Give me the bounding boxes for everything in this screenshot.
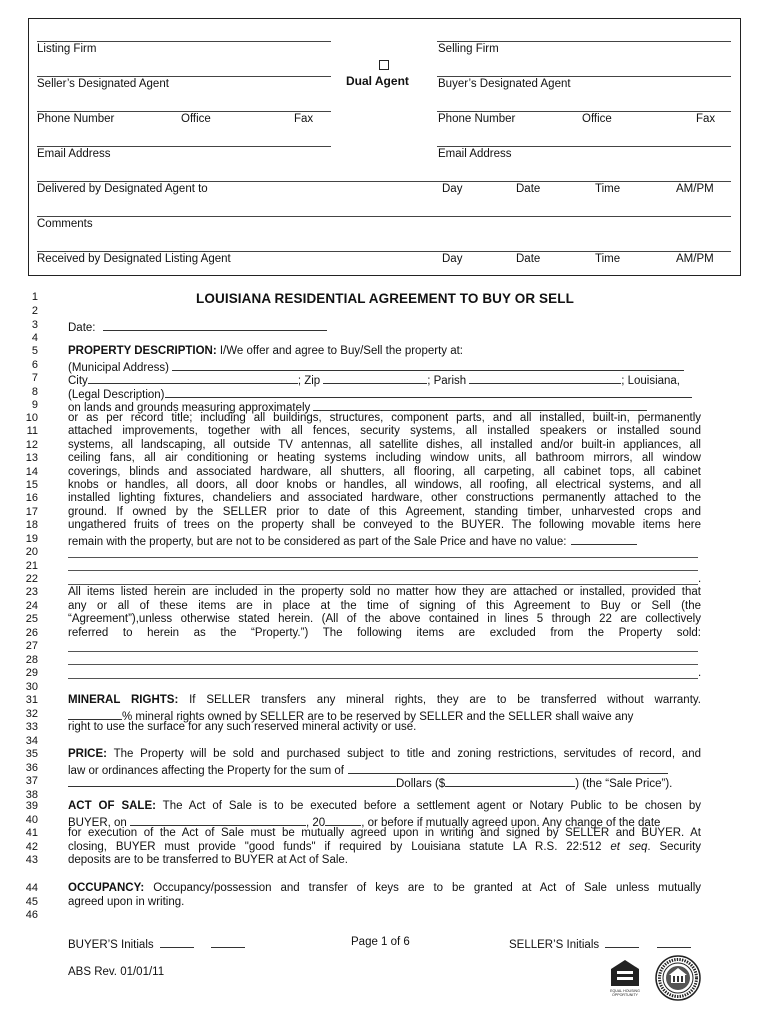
line-number: 45: [25, 896, 38, 908]
line-number: 26: [25, 627, 38, 639]
buyer-phone-line[interactable]: [437, 111, 731, 112]
lands-measuring-label: on lands and grounds measuring approximately: [68, 402, 311, 414]
good-funds-text: closing, BUYER must provide "good funds" if required by Louisiana statute LA R.S. 22:512: [68, 841, 602, 853]
line-number: 30: [25, 681, 38, 693]
included-items-line-23: All items listed herein are included in the property sold no matter how they are attached or installed, provided that: [68, 586, 701, 598]
price-line-35: [68, 748, 701, 760]
buyer-on-label: BUYER, on: [68, 817, 127, 829]
delivered-day-label: Day: [442, 183, 463, 195]
listing-firm-line[interactable]: [37, 41, 331, 42]
mineral-reserve-text: % mineral rights owned by SELLER are to be reserved by SELLER and the SELLER shall waive any: [122, 711, 634, 723]
comments-label: Comments: [37, 218, 93, 230]
line-number: 27: [25, 640, 38, 652]
commission-seal-icon: [655, 955, 701, 1001]
line-number: 23: [25, 586, 38, 598]
movable-items-line-21[interactable]: [68, 570, 698, 571]
dual-agent-checkbox[interactable]: [379, 60, 389, 70]
line-number: 35: [25, 748, 38, 760]
sale-price-label: ) (the “Sale Price”).: [575, 778, 673, 790]
received-day-label: Day: [442, 253, 463, 265]
price-line-37: [68, 775, 701, 790]
received-time-label: Time: [595, 253, 621, 265]
city-field[interactable]: [88, 372, 298, 384]
year-prefix: , 20: [306, 817, 326, 829]
excluded-items-line-29[interactable]: [68, 678, 698, 679]
act-of-sale-change-text: , or before if mutually agreed upon. Any change of the date: [361, 817, 661, 829]
sellers-agent-line[interactable]: [37, 76, 331, 77]
line-number: 40: [25, 814, 38, 826]
act-of-sale-line-41: for execution of the Act of Sale must be mutually agreed upon in writing and signed by SELLER and BUYER. At: [68, 827, 701, 839]
date-row: [68, 319, 701, 334]
received-ampm-label: AM/PM: [676, 253, 714, 265]
movable-items-text: remain with the property, but are not to be considered as part of the Sale Price and have no value:: [68, 536, 567, 548]
page-number: Page 1 of 6: [351, 936, 410, 948]
municipal-address-field[interactable]: [172, 359, 684, 371]
logo-eho-text: EQUAL HOUSING: [610, 989, 640, 993]
property-intro: I/We offer and agree to Buy/Sell the property at:: [216, 345, 464, 357]
seller-initial-2-field[interactable]: [657, 936, 691, 948]
price-words-field[interactable]: [348, 762, 668, 774]
buyers-agent-line[interactable]: [437, 76, 731, 77]
line-number: 46: [25, 909, 38, 921]
agent-info-box: [28, 18, 741, 276]
line-number: 25: [25, 613, 38, 625]
property-paragraph-line-10: or as per record title; including all buildings, structures, component parts, and all installed, built-in, permanently: [68, 412, 701, 424]
received-by-label: Received by Designated Listing Agent: [37, 253, 231, 265]
mineral-heading: MINERAL RIGHTS:: [68, 694, 179, 706]
occupancy-line-44: [68, 882, 701, 894]
document-title: LOUISIANA RESIDENTIAL AGREEMENT TO BUY OR SELL: [196, 291, 574, 306]
price-text: The Property will be sold and purchased subject to title and zoning restrictions, servitudes of record, and: [106, 748, 701, 760]
seller-email-line[interactable]: [37, 146, 331, 147]
property-paragraph-line-11: attached improvements, together with all fences, security systems, all installed speakers or installed sound: [68, 425, 701, 437]
occupancy-heading: OCCUPANCY:: [68, 882, 145, 894]
seller-office-label: Office: [181, 113, 211, 125]
line-number: 38: [25, 789, 38, 801]
revision-label: ABS Rev. 01/01/11: [68, 966, 165, 978]
movable-items-line-20[interactable]: [68, 557, 698, 558]
dollars-label: Dollars ($: [396, 778, 446, 790]
included-items-line-24: any or all of these items are in place at the time of signing of this Agreement to Buy or Sell (the: [68, 600, 701, 612]
buyer-initial-1-field[interactable]: [160, 936, 194, 948]
seller-email-label: Email Address: [37, 148, 111, 160]
line-number: 29: [25, 667, 38, 679]
line-22-period: .: [698, 573, 702, 585]
act-of-sale-heading: ACT OF SALE:: [68, 800, 156, 812]
line-number: 9: [31, 399, 38, 411]
mineral-percent-field[interactable]: [68, 708, 122, 720]
zip-label: ; Zip: [297, 375, 321, 387]
line-number: 20: [25, 546, 38, 558]
svg-text:OPPORTUNITY: OPPORTUNITY: [612, 993, 638, 996]
line-number: 31: [25, 694, 38, 706]
line-number: 34: [25, 735, 38, 747]
line-number: 7: [31, 372, 38, 384]
line-number: 33: [25, 721, 38, 733]
sellers-initials-label: SELLER’S Initials: [509, 939, 600, 951]
line-number: 43: [25, 854, 38, 866]
municipal-address-label: (Municipal Address): [68, 362, 169, 374]
seller-phone-label: Phone Number: [37, 113, 115, 125]
property-description-row: [68, 345, 701, 357]
property-heading: PROPERTY DESCRIPTION:: [68, 345, 217, 357]
excluded-items-line-27[interactable]: [68, 651, 698, 652]
property-paragraph-line-13: ceiling fans, all air conditioning or heating systems including window units, all bathroom mirrors, all window: [68, 452, 701, 464]
listing-firm-label: Listing Firm: [37, 43, 97, 55]
city-row: [68, 372, 701, 387]
act-of-sale-text: The Act of Sale is to be executed before a settlement agent or Notary Public to be chosen by: [155, 800, 701, 812]
price-heading: PRICE:: [68, 748, 107, 760]
line-number: 17: [25, 506, 38, 518]
line-number: 13: [25, 452, 38, 464]
occupancy-line-45: agreed upon in writing.: [68, 896, 185, 908]
property-paragraph-line-18: ungathered fruits of trees on the property shall be conveyed to the BUYER. The following movable items here: [68, 519, 701, 531]
line-29-period: .: [698, 667, 702, 679]
line-number: 39: [25, 800, 38, 812]
buyers-agent-label: Buyer’s Designated Agent: [438, 78, 571, 90]
line-number: 21: [25, 560, 38, 572]
movable-items-line-22[interactable]: [68, 584, 698, 585]
mineral-text: If SELLER transfers any mineral rights, they are to be transferred without warranty.: [178, 694, 701, 706]
sellers-initials: [509, 936, 691, 951]
line-number: 32: [25, 708, 38, 720]
line-number: 5: [31, 345, 38, 357]
line-number: 42: [25, 841, 38, 853]
selling-firm-label: Selling Firm: [438, 43, 499, 55]
line-number: 44: [25, 882, 38, 894]
comments-line[interactable]: [37, 216, 731, 217]
mineral-rights-line-31: [68, 694, 701, 706]
line-number: 28: [25, 654, 38, 666]
delivered-time-label: Time: [595, 183, 621, 195]
buyer-email-line[interactable]: [437, 146, 731, 147]
property-paragraph-line-16: installed lighting fixtures, chandeliers and associated hardware, other constructions permanently attached to the: [68, 492, 701, 504]
date-label: Date:: [68, 322, 96, 334]
received-line[interactable]: [37, 251, 731, 252]
line-number: 1: [31, 291, 38, 303]
act-of-sale-date-field[interactable]: [130, 814, 306, 826]
seller-fax-label: Fax: [294, 113, 314, 125]
date-field[interactable]: [103, 319, 327, 331]
line-number: 10: [25, 412, 38, 424]
city-label: City: [68, 375, 88, 387]
delivered-date-label: Date: [516, 183, 541, 195]
line-number: 14: [25, 466, 38, 478]
sellers-agent-label: Seller’s Designated Agent: [37, 78, 169, 90]
line-number: 24: [25, 600, 38, 612]
movable-items-value-field[interactable]: [571, 533, 637, 545]
seller-initial-1-field[interactable]: [605, 936, 639, 948]
zip-field[interactable]: [323, 372, 427, 384]
legal-description-label: (Legal Description): [68, 389, 165, 401]
buyer-office-label: Office: [582, 113, 612, 125]
included-items-line-25: “Agreement”),unless otherwise stated herein. (All of the above contained in lines 5 through 22 are collectively: [68, 613, 701, 625]
line-number: 37: [25, 775, 38, 787]
delivered-ampm-label: AM/PM: [676, 183, 714, 195]
selling-firm-line[interactable]: [437, 41, 731, 42]
property-paragraph-line-15: knobs or handles, all doors, all door knobs or handles, all windows, all roofing, all electrical systems, and all: [68, 479, 701, 491]
line-number: 3: [31, 319, 38, 331]
line-number: 36: [25, 762, 38, 774]
parish-label: ; Parish: [427, 375, 467, 387]
line-number: 18: [25, 519, 38, 531]
seller-phone-line[interactable]: [37, 111, 331, 112]
price-words-field-2[interactable]: [68, 775, 396, 787]
act-of-sale-line-39: [68, 800, 701, 812]
delivered-by-label: Delivered by Designated Agent to: [37, 183, 208, 195]
equal-housing-icon: [609, 958, 641, 996]
property-paragraph-line-14: coverings, blinds and associated hardware, all shutters, all flooring, all carpeting, all cabinet tops, all cabinet: [68, 466, 701, 478]
line-number: 22: [25, 573, 38, 585]
occupancy-text: Occupancy/possession and transfer of keys are to be granted at Act of Sale unless mutually: [144, 882, 701, 894]
line-number: 15: [25, 479, 38, 491]
excluded-items-line-28[interactable]: [68, 664, 698, 665]
legal-description-field[interactable]: [165, 386, 692, 398]
security-text: . Security: [647, 841, 702, 853]
buyers-initials-label: BUYER’S Initials: [68, 939, 154, 951]
line-number: 16: [25, 492, 38, 504]
act-of-sale-line-42: [68, 841, 701, 853]
lands-measuring-field[interactable]: [313, 399, 647, 411]
line-number: 11: [26, 425, 38, 437]
line-number: 4: [31, 332, 38, 344]
sale-price-amount-field[interactable]: [445, 775, 575, 787]
property-paragraph-line-19: [68, 533, 701, 548]
act-of-sale-year-field[interactable]: [325, 814, 361, 826]
buyers-initials: [68, 936, 245, 951]
price-sum-text: law or ordinances affecting the Property for the sum of: [68, 765, 344, 777]
included-items-line-26: referred to herein as the “Property.”) The following items are excluded from the Property sold:: [68, 627, 701, 639]
received-date-label: Date: [516, 253, 541, 265]
line-number: 41: [25, 827, 38, 839]
buyer-phone-label: Phone Number: [438, 113, 516, 125]
line-number: 12: [25, 439, 38, 451]
mineral-rights-line-33: right to use the surface for any such reserved mineral activity or use.: [68, 721, 417, 733]
buyer-fax-label: Fax: [696, 113, 716, 125]
line-number: 6: [31, 359, 38, 371]
act-of-sale-line-43: deposits are to be transferred to BUYER at Act of Sale.: [68, 854, 348, 866]
buyer-email-label: Email Address: [438, 148, 512, 160]
line-number: 19: [25, 533, 38, 545]
buyer-initial-2-field[interactable]: [211, 936, 245, 948]
property-paragraph-line-17: ground. If owned by the SELLER prior to date of this Agreement, standing timber, unharvested crops and: [68, 506, 701, 518]
louisiana-label: ; Louisiana,: [621, 375, 681, 387]
et-seq: et seq: [610, 841, 648, 853]
line-number: 8: [31, 386, 38, 398]
parish-field[interactable]: [469, 372, 621, 384]
property-paragraph-line-12: systems, all landscaping, all outside TV antennas, all satellite dishes, all installed and/or built-in appliances, all: [68, 439, 701, 451]
dual-agent-label: Dual Agent: [346, 74, 409, 88]
line-number: 2: [31, 305, 38, 317]
delivered-line[interactable]: [37, 181, 731, 182]
